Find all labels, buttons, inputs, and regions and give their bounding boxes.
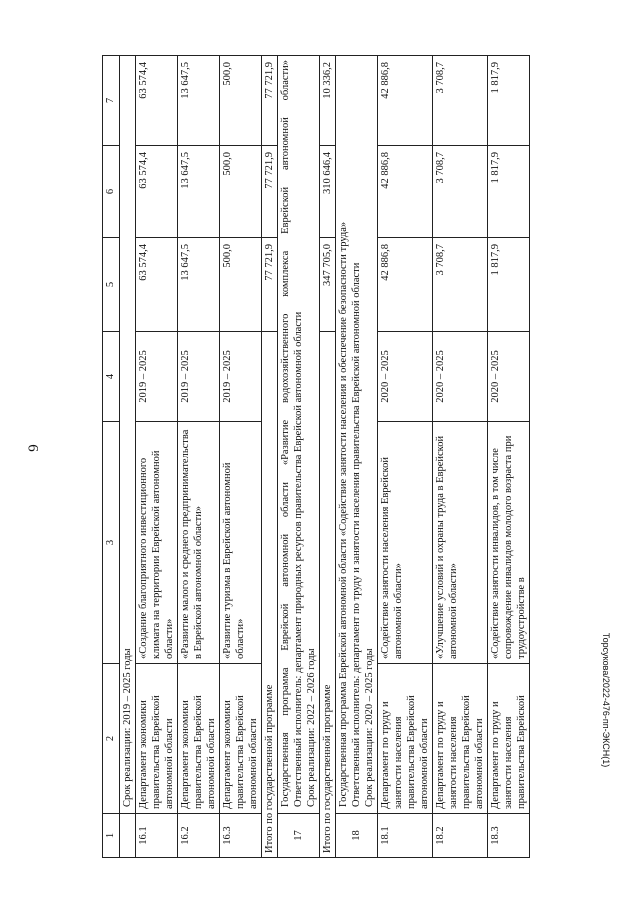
- value-col5: 3 708,7: [433, 238, 488, 332]
- header-cell: 7: [103, 56, 120, 146]
- program-block: [278, 56, 320, 814]
- header-cell: 5: [103, 238, 120, 332]
- value-col5: 42 886,8: [378, 238, 433, 332]
- department: Департамент экономики правительства Еврейской автономной области: [220, 664, 262, 814]
- period-row: [120, 56, 136, 858]
- total-label: Итого по государственной программе: [262, 332, 278, 858]
- total-row: [262, 56, 278, 858]
- term: 2020 – 2025: [433, 332, 488, 422]
- program-period: Срок реализации: 2020 – 2025 годы: [364, 648, 375, 807]
- value-col7: 13 647,5: [178, 56, 220, 146]
- table-row: [378, 56, 433, 858]
- term: 2020 – 2025: [378, 332, 433, 422]
- total-label: Итого по государственной программе: [320, 332, 336, 858]
- program-number: 17: [278, 814, 320, 858]
- program-title: Государственная программа Еврейской автономной области «Развитие водохозяйственного комплекса Еврейской автономной области»: [280, 60, 291, 807]
- total-row: [320, 56, 336, 858]
- value-col7: 500,0: [220, 56, 262, 146]
- state-programs-table: [102, 55, 530, 858]
- header-cell: 6: [103, 146, 120, 238]
- department: Департамент по труду и занятости населения правительства Еврейской автономной области: [433, 664, 488, 814]
- total-col5: 347 705,0: [320, 238, 336, 332]
- total-col5: 77 721,9: [262, 238, 278, 332]
- program-executor: Ответственный исполнитель: департамент природных ресурсов правительства Еврейской автономной области: [293, 311, 304, 807]
- value-col7: 3 708,7: [433, 56, 488, 146]
- value-col7: 1 817,9: [488, 56, 530, 146]
- subprogram-name: «Улучшение условий и охраны труда в Еврейской автономной области»: [433, 422, 488, 664]
- row-number: 18.3: [488, 814, 530, 858]
- header-cell: 2: [103, 664, 120, 814]
- program-block: [336, 56, 378, 814]
- subprogram-name: «Развитие туризма в Еврейской автономной области»: [220, 422, 262, 664]
- total-col6: 77 721,9: [262, 146, 278, 238]
- value-col6: 63 574,4: [136, 146, 178, 238]
- term: 2019 – 2025: [178, 332, 220, 422]
- value-col5: 13 647,5: [178, 238, 220, 332]
- department: Департамент по труду и занятости населения правительства Еврейской: [488, 664, 530, 814]
- value-col6: 13 647,5: [178, 146, 220, 238]
- department: Департамент экономики правительства Еврейской автономной области: [178, 664, 220, 814]
- value-col5: 1 817,9: [488, 238, 530, 332]
- department: Департамент по труду и занятости населения правительства Еврейской автономной области: [378, 664, 433, 814]
- row-number: 18.1: [378, 814, 433, 858]
- program-row: [336, 56, 378, 858]
- total-col7: 77 721,9: [262, 56, 278, 146]
- header-cell: 4: [103, 332, 120, 422]
- period-text: Срок реализации: 2019 – 2025 годы: [120, 56, 136, 814]
- program-number: 18: [336, 814, 378, 858]
- program-title: Государственная программа Еврейской автономной области «Содействие занятости населения и обеспечение безопасности труда»: [338, 221, 349, 807]
- subprogram-name: «Содействие занятости инвалидов, в том числе сопровождение инвалидов молодого возраста при трудоустройстве в: [488, 422, 530, 664]
- value-col6: 500,0: [220, 146, 262, 238]
- row-number: 18.2: [433, 814, 488, 858]
- term: 2019 – 2025: [220, 332, 262, 422]
- program-executor: Ответственный исполнитель: департамент по труду и занятости населения правительства Еврейской автономной области: [351, 262, 362, 807]
- rotated-page-content: [102, 56, 602, 858]
- value-col5: 500,0: [220, 238, 262, 332]
- subprogram-name: «Создание благоприятного инвестиционного климата на территории Еврейской автономной области»: [136, 422, 178, 664]
- program-period: Срок реализации: 2022 – 2026 годы: [306, 648, 317, 807]
- row-number: 16.1: [136, 814, 178, 858]
- header-row: [103, 56, 120, 858]
- value-col7: 63 574,4: [136, 56, 178, 146]
- value-col6: 1 817,9: [488, 146, 530, 238]
- file-code: Торсукова/2022-476-пп-ЭКСН(1): [601, 632, 611, 768]
- table-row: [178, 56, 220, 858]
- table-row: [488, 56, 530, 858]
- table-row: [433, 56, 488, 858]
- value-col7: 42 886,8: [378, 56, 433, 146]
- value-col6: 3 708,7: [433, 146, 488, 238]
- page-number: 6: [24, 444, 41, 452]
- subprogram-name: «Содействие занятости населения Еврейской автономной области»: [378, 422, 433, 664]
- row-number: 16.3: [220, 814, 262, 858]
- header-cell: 3: [103, 422, 120, 664]
- program-row: [278, 56, 320, 858]
- total-col6: 310 646,4: [320, 146, 336, 238]
- term: 2020 – 2025: [488, 332, 530, 422]
- subprogram-name: «Развитие малого и среднего предпринимательства в Еврейской автономной области»: [178, 422, 220, 664]
- value-col5: 63 574,4: [136, 238, 178, 332]
- department: Департамент экономики правительства Еврейской автономной области: [136, 664, 178, 814]
- table-row: [220, 56, 262, 858]
- value-col6: 42 886,8: [378, 146, 433, 238]
- total-col7: 10 336,2: [320, 56, 336, 146]
- row-number: 16.2: [178, 814, 220, 858]
- table-row: [136, 56, 178, 858]
- header-cell: 1: [103, 814, 120, 858]
- term: 2019 – 2025: [136, 332, 178, 422]
